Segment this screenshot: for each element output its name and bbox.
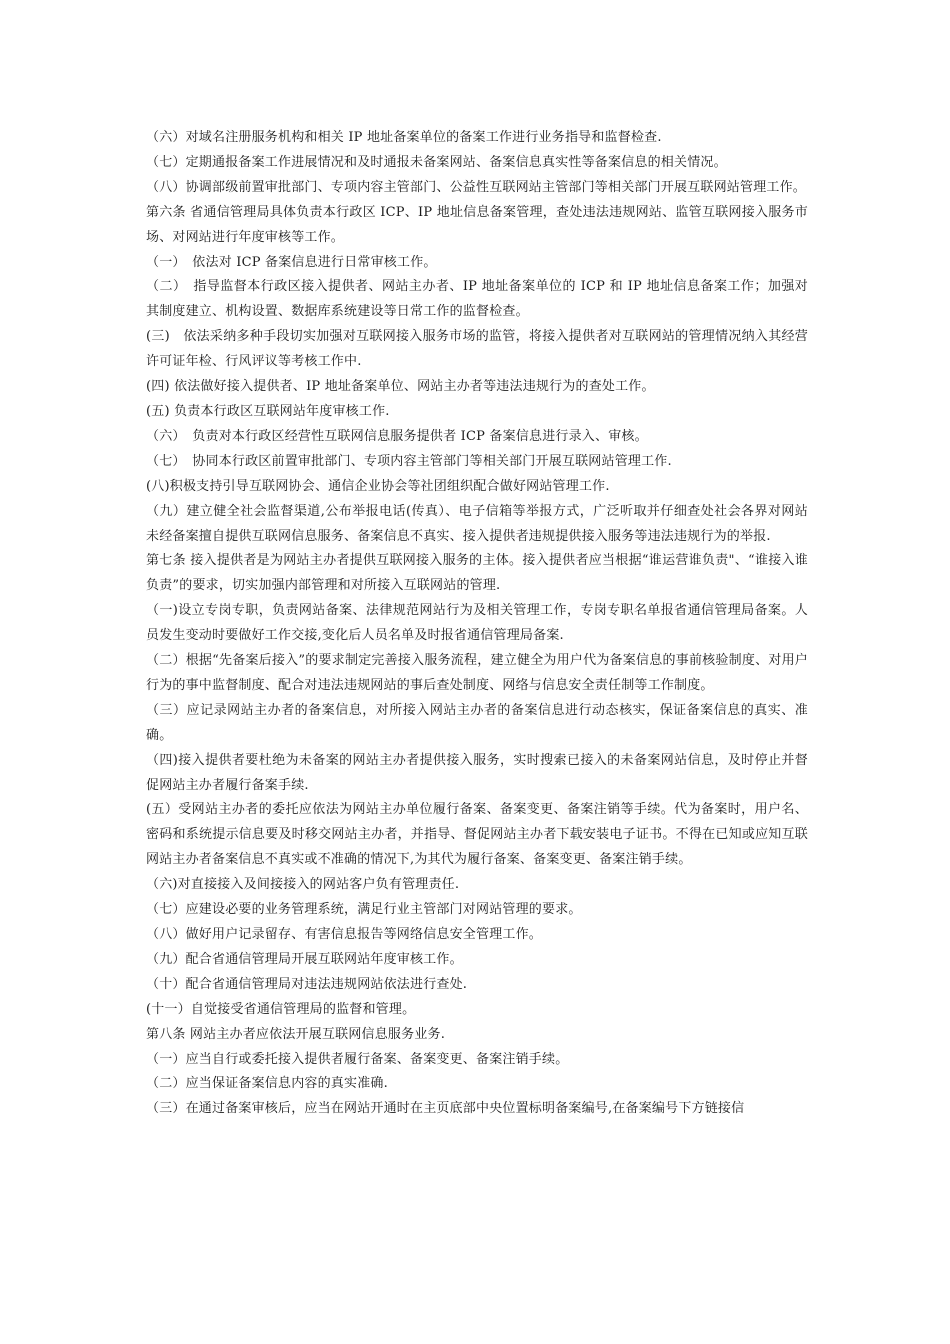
clause-paragraph: （二） 指导监督本行政区接入提供者、网站主办者、IP 地址备案单位的 ICP 和 IP 地址信息备案工作；加强对其制度建立、机构设置、数据库系统建设等日常工作的监督检查。 <box>146 279 808 320</box>
clause-paragraph: （二）应当保证备案信息内容的真实准确. <box>146 1076 388 1092</box>
clause-paragraph: （二）根据“先备案后接入”的要求制定完善接入服务流程，建立健全为用户代为备案信息的事前核验制度、对用户行为的事中监督制度、配合对违法违规网站的事后查处制度、网络与信息安全责任制等工作制度。 <box>146 653 808 693</box>
clause-paragraph: (五) 负责本行政区互联网站年度审核工作. <box>146 403 390 419</box>
clause-paragraph: （七）应建设必要的业务管理系统，满足行业主管部门对网站管理的要求。 <box>146 902 582 918</box>
clause-paragraph: （一)设立专岗专职，负责网站备案、法律规范网站行为及相关管理工作，专岗专职名单报省通信管理局备案。人员发生变动时要做好工作交接,变化后人员名单及时报省通信管理局备案. <box>146 603 808 644</box>
clause-paragraph: （四)接入提供者要杜绝为未备案的网站主办者提供接入服务，实时搜索已接入的未备案网站信息，及时停止并督促网站主办者履行备案手续. <box>146 752 808 793</box>
clause-paragraph: （九）建立健全社会监督渠道,公布举报电话(传真）、电子信箱等举报方式，广泛听取并仔细查处社会各界对网站未经备案擅自提供互联网信息服务、备案信息不真实、接入提供者违规提供接入服务等违法违规行为的举报. <box>146 503 808 544</box>
article-heading-paragraph: 第六条 省通信管理局具体负责本行政区 ICP、IP 地址信息备案管理，查处违法违规网站、监管互联网接入服务市场、对网站进行年度审核等工作。 <box>146 204 808 245</box>
clause-paragraph: （七）定期通报备案工作进展情况和及时通报未备案网站、备案信息真实性等备案信息的相关情况。 <box>146 154 727 170</box>
clause-paragraph: （十）配合省通信管理局对违法违规网站依法进行查处. <box>146 976 468 992</box>
clause-paragraph: (四) 依法做好接入提供者、IP 地址备案单位、网站主办者等违法违规行为的查处工作。 <box>146 379 655 395</box>
clause-paragraph: （三）应记录网站主办者的备案信息，对所接入网站主办者的备案信息进行动态核实，保证备案信息的真实、准确。 <box>146 702 808 743</box>
clause-paragraph: (三) 依法采纳多种手段切实加强对互联网接入服务市场的监管，将接入提供者对互联网站的管理情况纳入其经营许可证年检、行风评议等考核工作中. <box>146 329 808 370</box>
clause-paragraph: (十一）自觉接受省通信管理局的监督和管理。 <box>146 1001 416 1017</box>
clause-paragraph: （七） 协同本行政区前置审批部门、专项内容主管部门等相关部门开展互联网站管理工作. <box>146 453 672 469</box>
article-heading-paragraph: 第七条 接入提供者是为网站主办者提供互联网接入服务的主体。接入提供者应当根据“谁运营谁负责"、“谁接入谁负责”的要求，切实加强内部管理和对所接入互联网站的管理. <box>146 553 808 594</box>
clause-paragraph: （八）做好用户记录留存、有害信息报告等网络信息安全管理工作。 <box>146 927 543 942</box>
clause-paragraph: （六)对直接接入及间接接入的网站客户负有管理责任. <box>146 877 460 893</box>
document-body <box>146 126 808 1122</box>
clause-paragraph: （九）配合省通信管理局开展互联网站年度审核工作。 <box>146 951 463 967</box>
clause-paragraph: （三）在通过备案审核后，应当在网站开通时在主页底部中央位置标明备案编号,在备案编号下方链接信 <box>146 1101 745 1117</box>
clause-paragraph: (五）受网站主办者的委托应依法为网站主办单位履行备案、备案变更、备案注销等手续。代为备案时，用户名、密码和系统提示信息要及时移交网站主办者，并指导、督促网站主办者下载安装电子证书。不得在已知或应知互联网站主办者备案信息不真实或不准确的情况下,为其代为履行备案、备案变更、备案注销手续。 <box>146 802 808 868</box>
clause-paragraph: （八）协调部级前置审批部门、专项内容主管部门、公益性互联网站主管部门等相关部门开展互联网站管理工作。 <box>146 179 807 195</box>
clause-paragraph: （六）对域名注册服务机构和相关 IP 地址备案单位的备案工作进行业务指导和监督检查. <box>146 130 662 145</box>
article-heading-paragraph: 第八条 网站主办者应依法开展互联网信息服务业务. <box>146 1026 446 1042</box>
clause-paragraph: （一）应当自行或委托接入提供者履行备案、备案变更、备案注销手续。 <box>146 1051 569 1067</box>
clause-paragraph: （六） 负责对本行政区经营性互联网信息服务提供者 ICP 备案信息进行录入、审核。 <box>146 428 648 444</box>
clause-paragraph: （一） 依法对 ICP 备案信息进行日常审核工作。 <box>146 254 437 270</box>
clause-paragraph: (八)积极支持引导互联网协会、通信企业协会等社团组织配合做好网站管理工作. <box>146 478 610 494</box>
